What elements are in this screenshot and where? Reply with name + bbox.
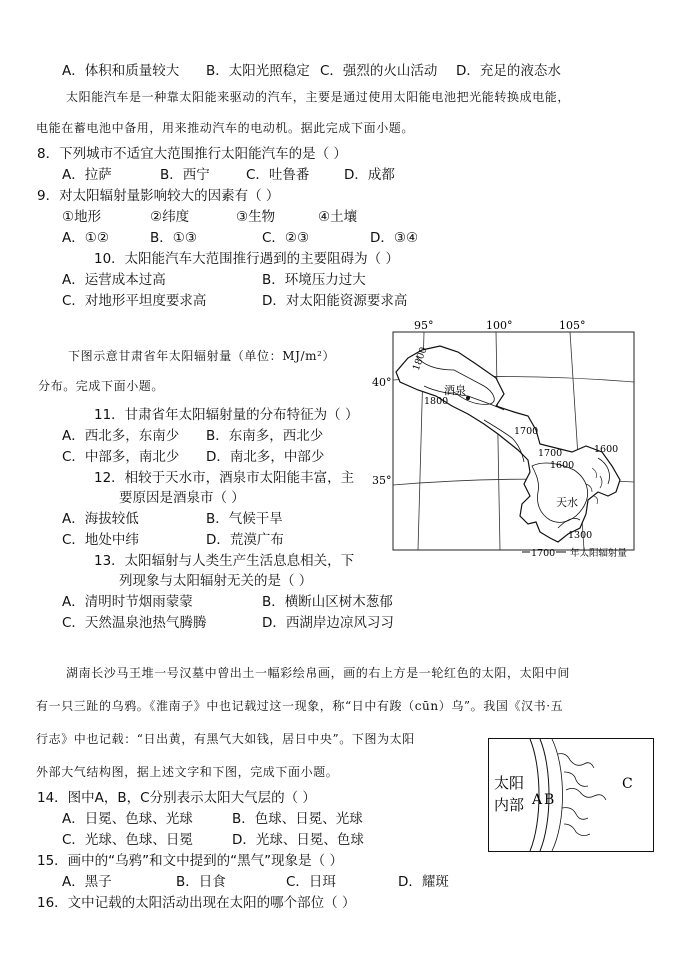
q15-option-a: A．黑子 (62, 874, 112, 890)
q8-stem: 8．下列城市不适宜大范围推行太阳能汽车的是（ ） (37, 146, 347, 162)
sun-atmosphere-diagram (488, 738, 654, 852)
q10-stem: 10．太阳能汽车大范围推行遇到的主要阻碍为（ ） (94, 251, 399, 267)
q15-option-d: D．耀斑 (398, 874, 449, 890)
q10-option-c: C．对地形平坦度要求高 (62, 293, 207, 309)
q9-factor-4: ④土壤 (318, 209, 358, 225)
q12-stem-line1: 12．相较于天水市，酒泉市太阳能丰富，主 (94, 470, 355, 486)
gansu-outline (396, 346, 620, 542)
q12-option-c: C．地处中纬 (62, 532, 139, 548)
isoline-label-1800-a: 1800 (410, 345, 430, 373)
passage2-line1: 下图示意甘肃省年太阳辐射量（单位：MJ/m²） (68, 349, 336, 363)
q12-option-d: D．荒漠广布 (206, 532, 284, 548)
q11-stem: 11．甘肃省年太阳辐射量的分布特征为（ ） (94, 407, 359, 423)
q9-option-a: A．①② (62, 230, 109, 246)
meridian-100 (496, 332, 500, 550)
layer-a-label: A (532, 792, 543, 808)
q15-option-c: C．日珥 (286, 874, 336, 890)
q13-stem-line1: 13．太阳辐射与人类生产生活息息相关，下 (94, 553, 355, 569)
q9-factor-3: ③生物 (236, 209, 276, 225)
isoline-label-1600-b: 1600 (550, 460, 575, 471)
q8-option-d: D．成都 (344, 167, 395, 183)
q12-option-b: B．气候干旱 (206, 511, 283, 527)
legend-value: 1700 (531, 548, 556, 559)
layer-c-label: C (622, 776, 633, 792)
q9-option-c: C．②③ (262, 230, 310, 246)
q15-option-b: B．日食 (176, 874, 226, 890)
lon-95-label: 95° (414, 320, 434, 332)
isoline-label-1700-a: 1700 (514, 426, 539, 437)
q9-stem: 9．对太阳辐射量影响较大的因素有（ ） (37, 188, 280, 204)
q12-option-a: A．海拔较低 (62, 511, 139, 527)
isoline-label-1800-b: 1800 (424, 396, 449, 407)
q11-option-a: A．西北多，东南少 (62, 428, 180, 444)
passage1-line1: 太阳能汽车是一种靠太阳能来驱动的汽车，主要是通过使用太阳能电池把光能转换成电能， (66, 90, 571, 104)
q16-stem: 16．文中记载的太阳活动出现在太阳的哪个部位（ ） (37, 895, 356, 911)
q9-factor-1: ①地形 (62, 209, 102, 225)
q7-option-d: D．充足的液态水 (456, 63, 561, 79)
passage2-line2: 分布。完成下面小题。 (38, 379, 165, 393)
layer-b-label: B (544, 792, 555, 808)
q15-stem: 15．画中的“乌鸦”和文中提到的“黑气”现象是（ ） (37, 853, 343, 869)
q13-stem-line2: 列现象与太阳辐射无关的是（ ） (119, 573, 313, 589)
q7-option-c: C．强烈的火山活动 (320, 63, 438, 79)
q9-option-d: D．③④ (370, 230, 419, 246)
lon-100-label: 100° (486, 320, 513, 332)
city-label-tianshui: 天水 (556, 496, 578, 509)
q13-option-d: D．西湖岸边凉风习习 (262, 615, 394, 631)
lat-40-label: 40° (372, 376, 392, 389)
passage3-line4: 外部大气结构图，据上述文字和下图，完成下面小题。 (36, 765, 339, 779)
q8-option-b: B．西宁 (160, 167, 210, 183)
gansu-solar-radiation-map (372, 320, 672, 565)
legend-text: 年太阳辐射量 (570, 548, 628, 559)
sun-interior-label-1: 太阳 (494, 774, 525, 792)
passage3-line3: 行志》中也记载：“日出黄，有黑气大如钱，居日中央”。下图为太阳 (36, 732, 415, 746)
sun-interior-label-2: 内部 (494, 796, 525, 814)
q14-option-c: C．光球、色球、日冕 (62, 832, 193, 848)
q7-option-b: B．太阳光照稳定 (206, 63, 310, 79)
isoline-label-1700-b: 1700 (538, 448, 563, 459)
q14-option-b: B．色球、日冕、光球 (232, 811, 363, 827)
q11-option-c: C．中部多，南北少 (62, 449, 180, 465)
isoline-label-1600-a: 1600 (594, 444, 619, 455)
q11-option-b: B．东南多，西北少 (206, 428, 324, 444)
q7-option-a: A．体积和质量较大 (62, 63, 180, 79)
q9-factor-2: ②纬度 (150, 209, 190, 225)
q8-option-c: C．吐鲁番 (246, 167, 310, 183)
city-label-jiuquan: 酒泉 (444, 384, 466, 397)
q10-option-b: B．环境压力过大 (262, 272, 366, 288)
passage1-line2: 电能在蓄电池中备用，用来推动汽车的电动机。据此完成下面小题。 (36, 121, 415, 135)
q13-option-b: B．横断山区树木葱郁 (262, 594, 393, 610)
q10-option-d: D．对太阳能资源要求高 (262, 293, 408, 309)
q13-option-c: C．天然温泉池热气腾腾 (62, 615, 207, 631)
q12-stem-line2: 要原因是酒泉市（ ） (119, 490, 245, 506)
q14-stem: 14．图中A，B，C分别表示太阳大气层的（ ） (37, 790, 316, 806)
q13-option-a: A．清明时节烟雨蒙蒙 (62, 594, 193, 610)
lat-35-label: 35° (372, 474, 392, 487)
q14-option-d: D．光球、日冕、色球 (232, 832, 364, 848)
isoline-label-1300: 1300 (568, 530, 593, 541)
q9-option-b: B．①③ (150, 230, 197, 246)
lon-105-label: 105° (559, 320, 586, 332)
passage3-line1: 湖南长沙马王堆一号汉墓中曾出土一幅彩绘帛画，画的右上方是一轮红色的太阳，太阳中间 (66, 666, 571, 680)
q8-option-a: A．拉萨 (62, 167, 112, 183)
q10-option-a: A．运营成本过高 (62, 272, 166, 288)
q11-option-d: D．南北多，中部少 (206, 449, 325, 465)
passage3-line2: 有一只三趾的乌鸦。《淮南子》中也记载过这一现象，称“日中有踆（cūn）乌”。我国《汉书·五 (36, 699, 564, 713)
q14-option-a: A．日冕、色球、光球 (62, 811, 193, 827)
jiuquan-dot (466, 396, 470, 400)
